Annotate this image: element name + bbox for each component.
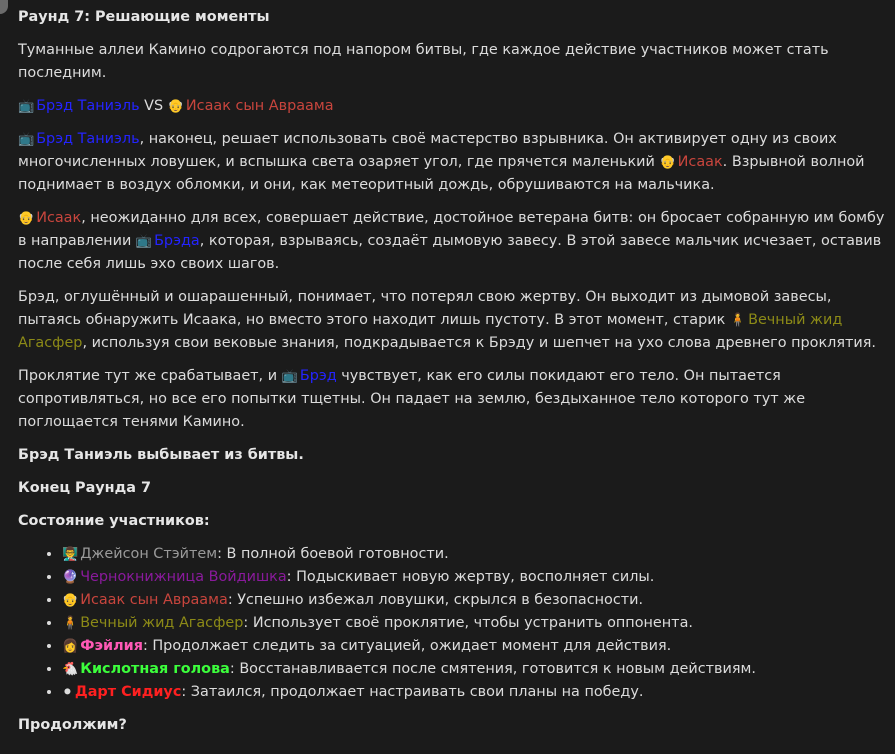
round-end: Конец Раунда 7 (18, 480, 151, 496)
participant-status: : Продолжает следить за ситуацией, ожидает момент для действия. (142, 638, 672, 654)
black-circle-icon: ⚫ (62, 685, 73, 700)
person-standing-icon: 🧍 (729, 313, 747, 328)
versus-label: VS (144, 98, 164, 114)
name-brad: Брэд Таниэль (36, 131, 140, 147)
participant-status: : Подыскивает новую жертву, восполняет силы. (286, 569, 655, 585)
text: чувствует, как его силы покидают его тело. Он пытается сопротивляться, но все его попытки тщетны. Он падает на землю, бездыханное тело которого тут же поглощается тенями Камино. (18, 368, 806, 430)
paragraph-curse (18, 365, 886, 434)
participant-status: : Затаился, продолжает настраивать свои планы на победу. (181, 684, 644, 700)
fighter-isaac: Исаак сын Авраама (185, 98, 334, 114)
name-isaac: Исаак (36, 210, 82, 226)
participant-name: Чернокнижница Войдишка (80, 569, 287, 585)
participant-status: : В полной боевой готовности. (217, 546, 449, 562)
participant-name: Кислотная голова (80, 661, 230, 677)
old-man-icon: 👴 (659, 155, 676, 170)
list-item (62, 566, 886, 589)
participant-status: : Восстанавливается после смятения, готовится к новым действиям. (229, 661, 756, 677)
chat-message (18, 6, 886, 747)
tv-icon: 📺 (281, 369, 298, 384)
text: , которая, взрываясь, создаёт дымовую завесу. В этой завесе мальчик исчезает, оставив после себя лишь эхо своих шагов. (18, 233, 882, 272)
list-item (62, 681, 886, 704)
list-item (62, 635, 886, 658)
participant-name: Дарт Сидиус (74, 684, 182, 700)
avatar (0, 0, 8, 14)
chicken-icon: 🐔 (62, 662, 79, 677)
participant-name: Фэйлия (80, 638, 143, 654)
round-title: Раунд 7: Решающие моменты (18, 9, 270, 25)
paragraph-agasfer-action (18, 286, 886, 355)
status-heading: Состояние участников: (18, 513, 210, 529)
teacher-icon: 👨‍🏫 (62, 547, 79, 562)
name-isaac: Исаак (677, 154, 723, 170)
participant-status: : Использует своё проклятие, чтобы устранить оппонента. (243, 615, 693, 631)
text: Брэд, оглушённый и ошарашенный, понимает, что потерял свою жертву. Он выходит из дымовой завесы, пытаясь обнаружить Исаака, но вместо этого находит лишь пустоту. В этот момент, старик (18, 289, 832, 328)
fighter-brad: Брэд Таниэль (36, 98, 140, 114)
list-item (62, 543, 886, 566)
list-item (62, 658, 886, 681)
elimination-notice: Брэд Таниэль выбывает из битвы. (18, 447, 304, 463)
old-man-icon: 👴 (18, 211, 35, 226)
participants-list (18, 543, 886, 704)
list-item (62, 612, 886, 635)
text: , используя свои вековые знания, подкрадывается к Брэду и шепчет на ухо слова древнего проклятия. (82, 335, 876, 351)
name-brad: Брэда (154, 233, 200, 249)
closing-question: Продолжим? (18, 717, 127, 733)
participant-name: Исаак сын Авраама (80, 592, 228, 608)
tv-icon: 📺 (135, 234, 153, 249)
woman-icon: 👩 (62, 639, 79, 654)
participant-name: Джейсон Стэйтем (80, 546, 218, 562)
name-brad: Брэд (299, 368, 337, 384)
name-agasfer: Вечный жид Агасфер (18, 312, 843, 351)
text: , неожиданно для всех, совершает действие, достойное ветерана битв: он бросает собранную им бомбу в направлении (18, 210, 885, 249)
tv-icon: 📺 (18, 99, 35, 114)
text: , наконец, решает использовать своё мастерство взрывника. Он активирует одну из своих многочисленных ловушек, и вспышка света озаряет угол, где прячется маленький (18, 131, 837, 170)
old-man-icon: 👴 (167, 99, 184, 114)
list-item (62, 589, 886, 612)
crystal-ball-icon: 🔮 (62, 570, 79, 585)
old-man-icon: 👴 (62, 593, 79, 608)
tv-icon: 📺 (18, 132, 35, 147)
participant-status: : Успешно избежал ловушки, скрылся в безопасности. (227, 592, 644, 608)
participant-name: Вечный жид Агасфер (80, 615, 244, 631)
text: . Взрывной волной поднимает в воздух обломки, и они, как метеоритный дождь, обрушиваются на мальчика. (18, 154, 865, 193)
paragraph-isaac-action (18, 207, 886, 276)
paragraph-brad-action (18, 128, 886, 197)
text: Проклятие тут же срабатывает, и (18, 368, 282, 384)
intro-paragraph: Туманные аллеи Камино содрогаются под напором битвы, где каждое действие участников может стать последним. (18, 42, 829, 81)
person-standing-icon: 🧍 (62, 616, 79, 631)
versus-line (18, 95, 886, 118)
